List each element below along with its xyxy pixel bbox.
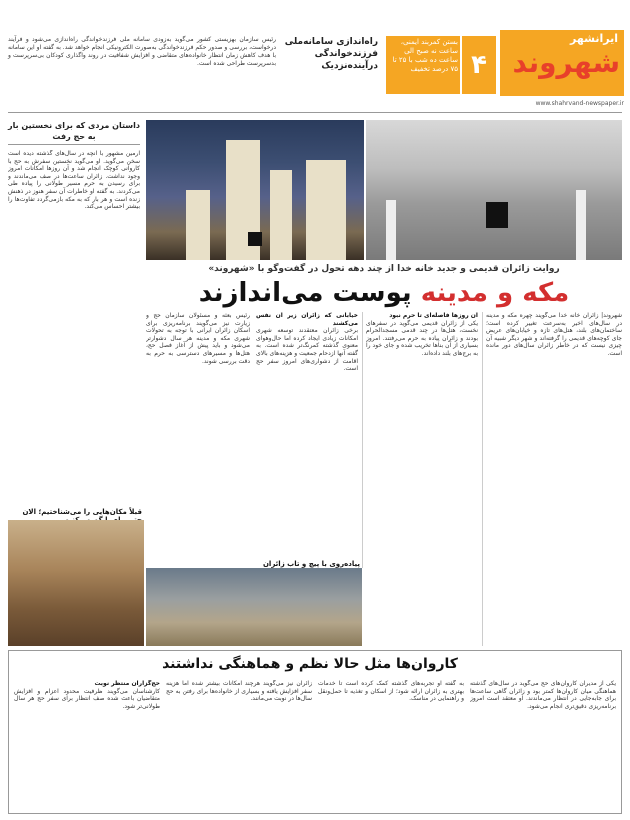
box-column-3 bbox=[166, 680, 312, 808]
feature-title-highlight: مکه و مدینه bbox=[420, 278, 570, 308]
kaaba-shape bbox=[486, 202, 508, 228]
medina-street-photo bbox=[146, 568, 362, 646]
teaser-box: بستن کمربند ایمنی، ساعت نه صبح الی ساعت ده شب با ۲۵ تا ۷۵ درصد تخفیف bbox=[386, 36, 460, 94]
box-col1-text: یکی از مدیران کاروان‌های حج می‌گوید در سال‌های گذشته هماهنگی میان کاروان‌ها کمتر بود و زائران گاهی ساعت‌ها برای جابه‌جایی در انتظار می‌ماندند. او معتقد است امروز برنامه‌ریزی دقیق‌تری انجام می‌شود. bbox=[470, 680, 616, 710]
box-col4-text: کارشناسان می‌گویند ظرفیت محدود اعزام و افزایش متقاضیان باعث شده صف انتظار برای سفر حج هر سال طولانی‌تر شود. bbox=[14, 687, 160, 710]
box-col3-text: زائران نیز می‌گویند هرچند امکانات بیشتر شده اما هزینه سفر افزایش یافته و بسیاری از خانواده‌ها برای رفتن به حج سال‌ها در نوبت می‌مانند. bbox=[166, 680, 312, 703]
tower-shape bbox=[306, 160, 346, 260]
tower-shape bbox=[186, 190, 210, 260]
feature-col1-text: شهروند| زائران خانه خدا می‌گویند چهره مکه و مدینه در سال‌های اخیر به‌سرعت تغییر کرده است؛ ساختمان‌های بلند، هتل‌های تازه و خیابان‌های عریض جای کوچه‌های قدیمی را گرفته‌اند و شهر دیگر شبیه آن چیزی نیست که در خاطر زائران سال‌های دور مانده است. bbox=[486, 312, 622, 357]
kaaba-shape bbox=[248, 232, 262, 246]
logo-supertitle: ایرانشهر bbox=[570, 32, 618, 45]
feature-column-3 bbox=[256, 312, 358, 566]
sidebar-body: آرمین مشهور با آنچه در سال‌های گذشته دیده است سخن می‌گوید. او می‌گوید نخستین سفرش به حج با کاروانی کوچک انجام شد و آن روزها امکانات امروز وجود نداشت. زائران ساعت‌ها در صف می‌ماندند و برای رسیدن به حرم مسیر طولانی را پیاده طی می‌کردند. به گفته او خاطرات آن سفر هنوز در ذهنش زنده است و هر بار که به مکه بازمی‌گردد تفاوت‌ها را بیشتر احساس می‌کند. bbox=[8, 150, 140, 211]
feature-col3-head: خیابانی که زائران زیر آن نفس می‌کشند bbox=[256, 312, 358, 327]
tower-shape bbox=[270, 170, 292, 260]
feature-title bbox=[146, 278, 622, 308]
sidebar-title: داستان مردی که برای نخستین بار به حج رفت bbox=[8, 120, 140, 145]
feature-col3-text: برخی زائران معتقدند توسعه شهری امکانات زیادی ایجاد کرده اما حال‌وهوای معنوی گذشته کمرنگ‌تر شده است. به گفته آنها ازدحام جمعیت و هزینه‌های بالای اقامت از دشواری‌های امروز سفر حج است. bbox=[256, 327, 358, 373]
feature-column-4 bbox=[146, 312, 250, 566]
masthead-rule bbox=[8, 112, 622, 113]
box-column-2 bbox=[318, 680, 464, 808]
masthead bbox=[0, 0, 630, 118]
mecca-new-photo bbox=[146, 120, 364, 260]
market-photo bbox=[8, 520, 144, 646]
box-column-1 bbox=[470, 680, 616, 808]
page-number: ۴ bbox=[462, 36, 496, 94]
paper-logo bbox=[500, 30, 624, 96]
top-story-headline: راه‌اندازی سامانه‌ملی فرزندخواندگی درآینده‌نزدیک bbox=[284, 37, 378, 71]
logo-name: شهروند bbox=[512, 46, 620, 79]
website-line: www.shahrvand-newspaper.ir bbox=[535, 100, 624, 107]
column-divider bbox=[362, 312, 363, 568]
mecca-old-photo bbox=[366, 120, 622, 260]
box-column-4 bbox=[14, 680, 160, 808]
column-divider bbox=[482, 312, 483, 646]
feature-column-2 bbox=[366, 312, 478, 646]
middle-caption: پیاده‌روی با پیچ و تاب زائران bbox=[262, 560, 360, 568]
feature-subtitle: روایت زائران قدیمی و جدید خانه خدا از چند دهه تحول در گفت‌وگو با «شهروند» bbox=[208, 264, 560, 274]
minaret-shape bbox=[386, 200, 396, 260]
feature-col4-text: رئیس بعثه و مسئولان سازمان حج و زیارت نیز می‌گویند برنامه‌ریزی برای اسکان زائران ایرانی با توجه به تحولات شهری مکه و مدینه هر سال دشوارتر می‌شود و باید پیش از آغاز فصل حج، هتل‌ها و مسیرهای دسترسی به حرم به دقت بررسی شوند. bbox=[146, 312, 250, 365]
sidebar-caption: قبلاً مکان‌هایی را می‌شناختیم؛ الان bbox=[22, 508, 142, 516]
feature-col2-text: یکی از زائران قدیمی می‌گوید در سفرهای نخست، هتل‌ها در چند قدمی مسجدالحرام بودند و زائران پیاده به حرم می‌رفتند. امروز بسیاری از آن بناها تخریب شده و جای خود را به برج‌های بلند داده‌اند. bbox=[366, 319, 478, 357]
box-col2-text: به گفته او تجربه‌های گذشته کمک کرده است تا خدمات بهتری به زائران ارائه شود؛ از اسکان و تغذیه تا حمل‌ونقل و راهنمایی در مناسک. bbox=[318, 680, 464, 703]
feature-col2-head: آن روزها فاصله‌ای تا حرم نبود bbox=[389, 312, 478, 319]
top-story-intro: رئیس سازمان بهزیستی کشور می‌گوید به‌زودی سامانه ملی فرزندخواندگی راه‌اندازی می‌شود و فرآیند درخواست، بررسی و صدور حکم فرزندخواندگی به‌صورت الکترونیکی انجام خواهد شد. به گفته او این سامانه با هدف کاهش زمان انتظار خانواده‌های متقاضی و افزایش شفافیت در روند واگذاری کودکان بی‌سرپرست و بدسرپرست طراحی شده است. bbox=[8, 36, 276, 67]
sidebar-text bbox=[8, 150, 140, 504]
bottom-box-title: کاروان‌ها مثل حالا نظم و هماهنگی نداشتند bbox=[162, 656, 458, 672]
feature-column-1 bbox=[486, 312, 622, 646]
minaret-shape bbox=[576, 190, 586, 260]
box-col4-head: حج‌گزاران منتظر نوبت bbox=[94, 680, 160, 687]
feature-title-rest: پوست می‌اندازند bbox=[198, 278, 412, 308]
